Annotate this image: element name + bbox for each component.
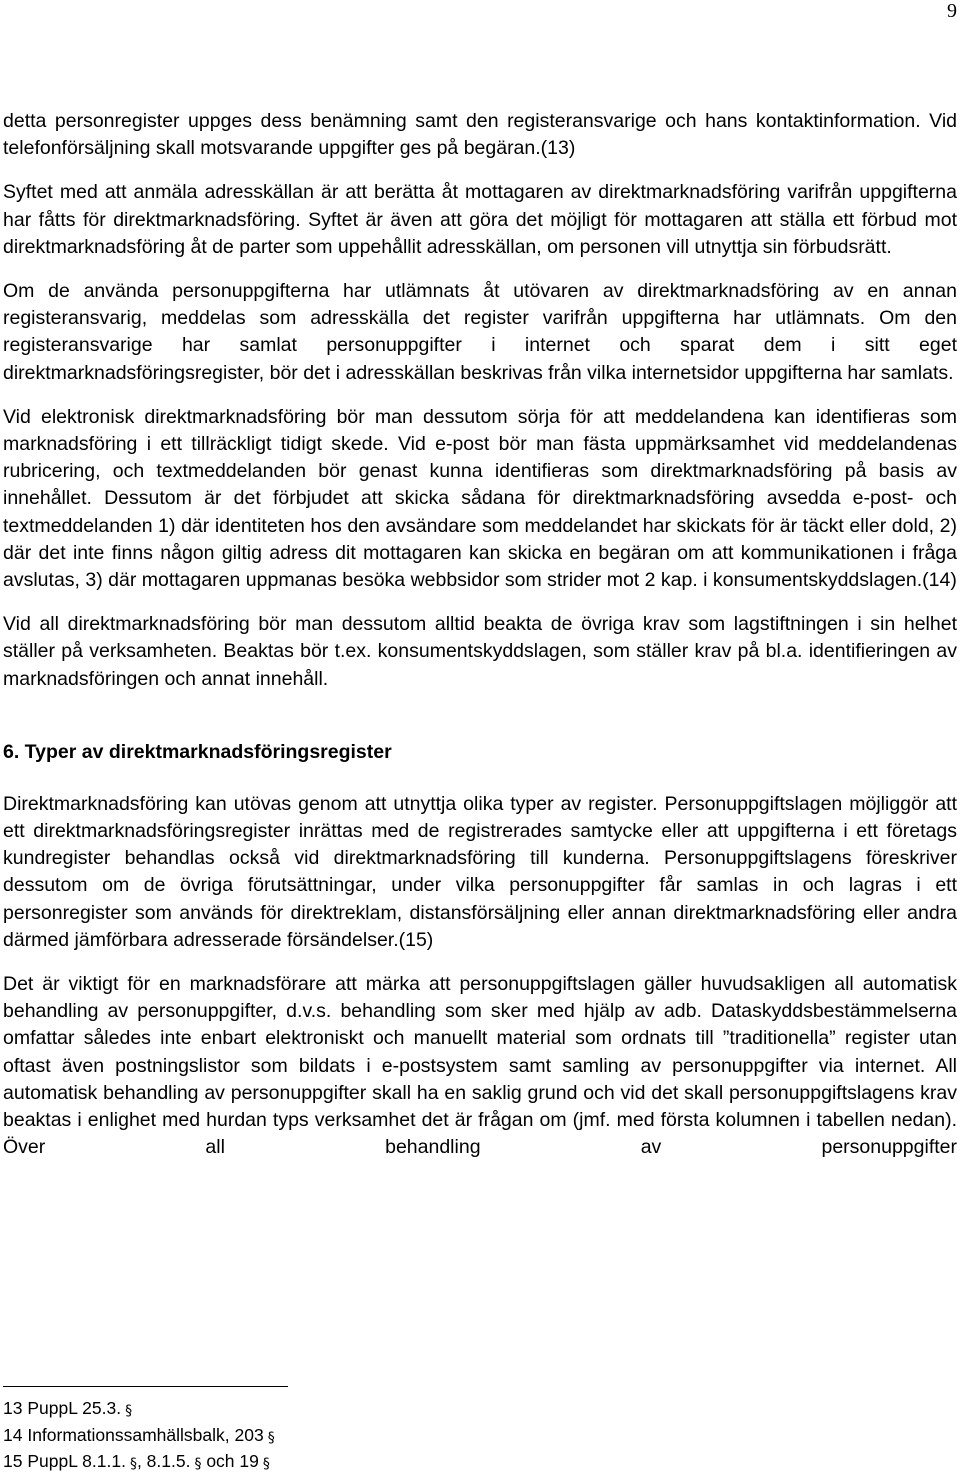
paragraph-1: detta personregister uppges dess benämning samt den registeransvarige och hans kontaktinformation. Vid telefonförsäljning skall motsvarande uppgifter ges på begäran.(13): [3, 110, 957, 160]
section-sign-icon: §: [267, 1429, 275, 1446]
document-body: [3, 108, 957, 1179]
footnote-text: 13 PuppL 25.3.: [3, 1398, 122, 1418]
section-sign-icon: §: [129, 1456, 137, 1472]
footnote-15: [3, 1450, 275, 1477]
footnote-text: 14 Informationssamhällsbalk, 203: [3, 1424, 264, 1445]
paragraph-3: Om de använda personuppgifterna har utlämnats åt utövaren av direktmarknadsföring av en annan registeransvarig, meddelas som adresskälla det register varifrån uppgifterna har utlämnats. Om den registeransvarige har samlat personuppgifter i internet och sparat dem i sitt eget direktmarknadsföringsregister, bör det i adresskällan beskrivas från vilka internetsidor uppgifterna har samlats.: [3, 280, 957, 384]
footnote-text-tail: och 19: [206, 1451, 259, 1471]
paragraph-4: Vid elektronisk direktmarknadsföring bör man dessutom sörja för att meddelandena kan identifieras som marknadsföring i ett tillräckligt tidigt skede. Vid e-post bör man fästa uppmärksamhet vid meddelandenas rubricering, och textmeddelanden bör genast kunna identifieras som direktmarknadsföring på basis av innehållet. Dessutom är det förbjudet att skicka sådana för direktmarknadsföring avsedda e-post- och textmeddelanden 1) där identiteten hos den avsändare som meddelandet har skickats för är täckt eller dold, 2) där det inte finns någon giltig adress dit mottagaren kan skicka en begäran om att kommunikationen i fråga avslutas, 3) där mottagaren uppmanas besöka webbsidor som strider mot 2 kap. i konsumentskyddslagen.(14): [3, 405, 957, 592]
footnotes: [3, 1397, 275, 1477]
footnote-13: [3, 1397, 275, 1424]
paragraph-5: Vid all direktmarknadsföring bör man dessutom alltid beakta de övriga krav som lagstiftningen i sin helhet ställer på verksamheten. Beaktas bör t.ex. konsumentskyddslagen, som ställer krav på bl.a. identifieringen av marknadsföringen och annat innehåll.: [3, 613, 957, 690]
section-paragraph-1: Direktmarknadsföring kan utövas genom att utnyttja olika typer av register. Personuppgiftslagen möjliggör att ett direktmarknadsföringsregister inrättas med de registrerades samtycke eller att uppgifterna i ett företags kundregister behandlas också vid direktmarknadsföring till kunderna. Personuppgiftslagens föreskriver dessutom om de övriga förutsättningar, under vilka personuppgifter får samlas in och lagras i ett personregister som används för direktreklam, distansförsäljning eller annan direktmarknadsföring eller andra därmed jämförbara adresserade försändelser.(15): [3, 792, 957, 951]
section-sign-icon: §: [194, 1456, 202, 1472]
paragraph-2: Syftet med att anmäla adresskällan är att berätta åt mottagaren av direktmarknadsföring varifrån uppgifterna har fåtts för direktmarknadsföring. Syftet är även att göra det möjligt för mottagaren att ställa ett förbud mot direktmarknadsföring åt de parter som uppehållit adresskällan, om personen vill utnyttja sin förbudsrätt.: [3, 181, 957, 258]
section-paragraph-2: Det är viktigt för en marknadsförare att märka att personuppgiftslagen gäller huvudsakligen all automatisk behandling av personuppgifter, d.v.s. behandling som sker med hjälp av adb. Dataskyddsbestämmelserna omfattar således inte enbart elektroniskt och manuellt material som ordnats till ”traditionella” register utan oftast även postningslistor som bildats i e-postsystem samt samling av personuppgifter via internet. All automatisk behandling av personuppgifter skall ha en saklig grund och vid det skall personuppgiftslagens krav beaktas i enlighet med hurdan typs verksamhet det är frågan om (jmf. med första kolumnen i tabellen nedan). Över all behandling av personuppgifter: [3, 973, 957, 1159]
footnote-text: 15 PuppL 8.1.1.: [3, 1451, 126, 1471]
section-sign-icon: §: [125, 1403, 133, 1419]
footnote-text-suffix: , 8.1.5.: [136, 1451, 191, 1471]
section-heading: 6. Typer av direktmarknadsföringsregister: [3, 740, 392, 763]
footnote-divider: [3, 1386, 288, 1387]
footnote-14: [3, 1424, 275, 1451]
section-sign-icon: §: [262, 1456, 270, 1472]
page-number: 9: [947, 0, 957, 22]
